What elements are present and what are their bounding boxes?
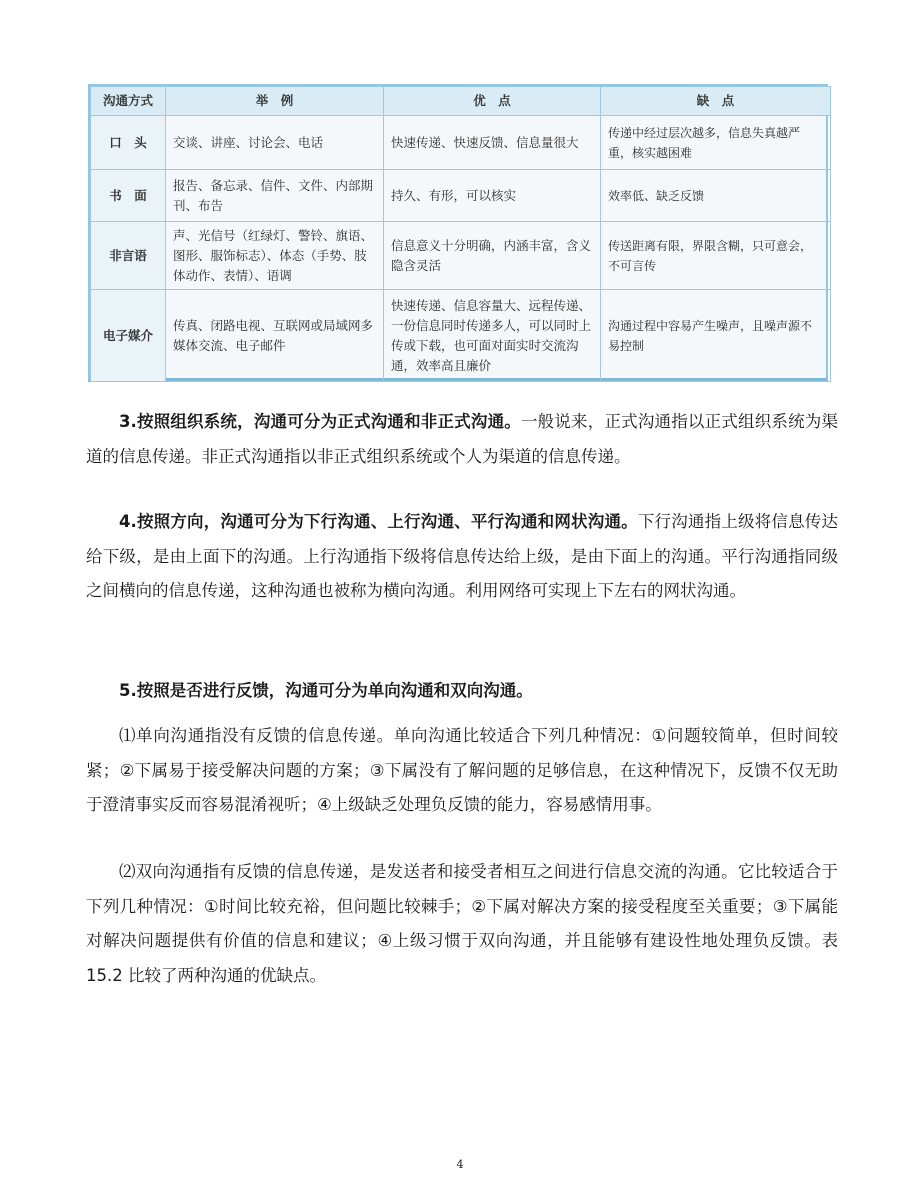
row-type: 口 头	[91, 116, 166, 170]
row-cons: 效率低、缺乏反馈	[601, 170, 831, 222]
header-pros: 优 点	[384, 87, 601, 116]
page-number: 4	[456, 1158, 464, 1171]
paragraph-two-way	[86, 855, 838, 993]
row-type: 电子媒介	[91, 290, 166, 382]
paragraph-one-way	[86, 719, 838, 823]
row-cons: 传送距离有限，界限含糊，只可意会，不可言传	[601, 222, 831, 290]
header-example: 举 例	[166, 87, 384, 116]
header-method: 沟通方式	[91, 87, 166, 116]
paragraph-feedback-heading	[86, 674, 838, 709]
text-two-way: ⑵双向沟通指有反馈的信息传递，是发送者和接受者相互之间进行信息交流的沟通。它比较适合于下列几种情况：①时间比较充裕，但问题比较棘手；②下属对解决方案的接受程度至关重要；③下属能对解决问题提供有价值的信息和建议；④上级习惯于双向沟通，并且能够有建设性地处理负反馈。表 15.2 比较了两种沟通的优缺点。	[86, 862, 838, 985]
row-pros: 信息意义十分明确，内涵丰富，含义隐含灵活	[384, 222, 601, 290]
row-example: 交谈、讲座、讨论会、电话	[166, 116, 384, 170]
row-type: 非言语	[91, 222, 166, 290]
table-row	[91, 290, 831, 382]
table-row	[91, 222, 831, 290]
text-direction: 下行沟通指上级将信息传达给下级，是由上面下的沟通。上行沟通指下级将信息传达给上级，是由下面上的沟通。平行沟通指同级之间横向的信息传递，这种沟通也被称为横向沟通。利用网络可实现上下左右的网状沟通。	[86, 512, 839, 600]
communication-table-image	[88, 84, 828, 382]
paragraph-direction	[86, 505, 838, 609]
heading-direction: 4.按照方向，沟通可分为下行沟通、上行沟通、平行沟通和网状沟通。	[119, 512, 638, 531]
row-cons: 传递中经过层次越多，信息失真越严重，核实越困难	[601, 116, 831, 170]
row-example: 报告、备忘录、信件、文件、内部期刊、布告	[166, 170, 384, 222]
heading-feedback: 5.按照是否进行反馈，沟通可分为单向沟通和双向沟通。	[119, 681, 533, 700]
row-pros: 快速传递、快速反馈、信息量很大	[384, 116, 601, 170]
text-one-way: ⑴单向沟通指没有反馈的信息传递。单向沟通比较适合下列几种情况：①问题较简单，但时间较紧；②下属易于接受解决问题的方案；③下属没有了解问题的足够信息，在这种情况下，反馈不仅无助于澄清事实反而容易混淆视听；④上级缺乏处理负反馈的能力，容易感情用事。	[86, 726, 838, 814]
heading-formal-informal: 3.按照组织系统，沟通可分为正式沟通和非正式沟通。	[119, 412, 521, 431]
table-row	[91, 170, 831, 222]
row-pros: 持久、有形，可以核实	[384, 170, 601, 222]
header-cons: 缺 点	[601, 87, 831, 116]
table-header-row	[91, 87, 831, 116]
row-type: 书 面	[91, 170, 166, 222]
row-pros: 快速传递、信息容量大、远程传递、一份信息同时传递多人，可以同时上传或下载，也可面对面实时交流沟通，效率高且廉价	[384, 290, 601, 382]
table-row	[91, 116, 831, 170]
row-cons: 沟通过程中容易产生噪声，且噪声源不易控制	[601, 290, 831, 382]
communication-methods-table	[90, 86, 831, 382]
row-example: 声、光信号（红绿灯、警铃、旗语、图形、服饰标志）、体态（手势、肢体动作、表情）、语调	[166, 222, 384, 290]
paragraph-formal-informal	[86, 405, 838, 474]
row-example: 传真、闭路电视、互联网或局域网多媒体交流、电子邮件	[166, 290, 384, 382]
text-formal-informal: 一般说来，正式沟通指以正式组织系统为渠道的信息传递。非正式沟通指以非正式组织系统或个人为渠道的信息传递。	[86, 412, 839, 466]
